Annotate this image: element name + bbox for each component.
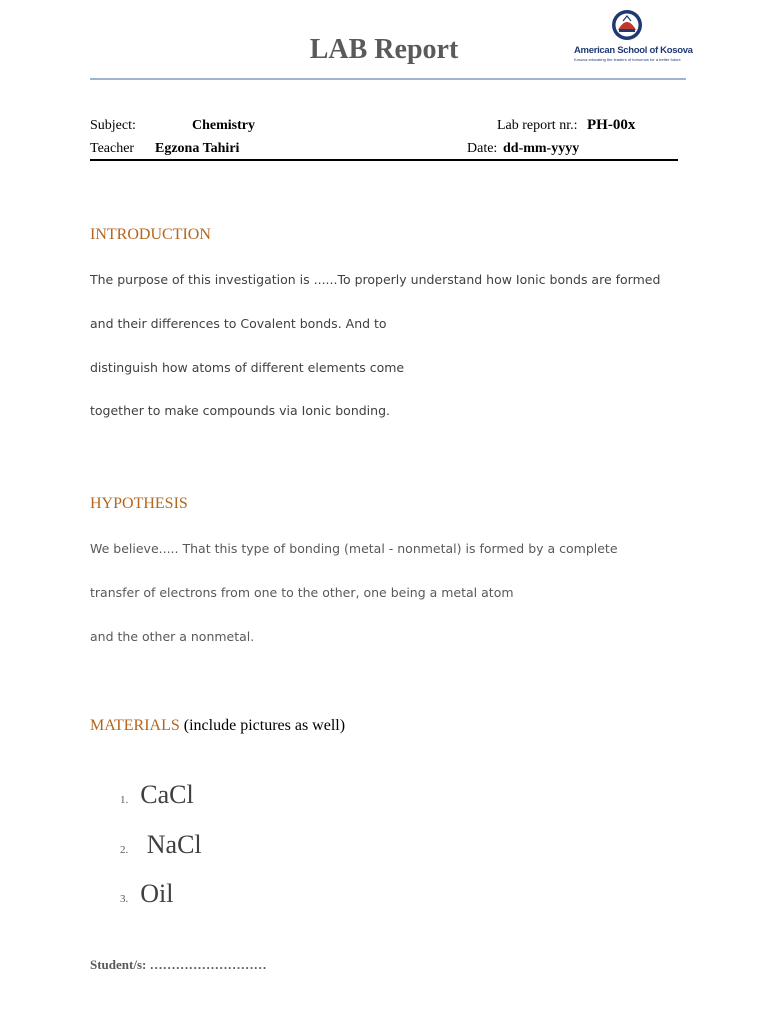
introduction-line: The purpose of this investigation is ......To properly understand how Ionic bonds are formed bbox=[90, 272, 661, 287]
materials-heading: MATERIALS bbox=[90, 717, 180, 734]
teacher-label: Teacher bbox=[90, 141, 135, 156]
subject-label: Subject: bbox=[90, 118, 136, 133]
introduction-line: and their differences to Covalent bonds. And to bbox=[90, 316, 387, 331]
students-line: Student/s: ……………………… bbox=[90, 957, 267, 972]
materials-heading-row bbox=[90, 717, 345, 735]
school-logo bbox=[574, 8, 693, 66]
hypothesis-heading: HYPOTHESIS bbox=[90, 495, 188, 512]
list-item-number: 3. bbox=[120, 893, 129, 905]
list-item bbox=[112, 861, 173, 909]
logo-tagline: Kosova educating the leaders of tomorrow for a better future bbox=[574, 57, 681, 62]
logo-school-name: American School of Kosova bbox=[574, 45, 693, 56]
report-number-label: Lab report nr.: bbox=[497, 118, 578, 133]
introduction-line: together to make compounds via Ionic bonding. bbox=[90, 403, 390, 418]
list-item-text: NaCl bbox=[140, 830, 202, 859]
page-title: LAB Report bbox=[309, 34, 459, 65]
list-item-text: CaCl bbox=[140, 780, 194, 809]
list-item-number: 2. bbox=[120, 844, 129, 856]
list-item bbox=[112, 812, 202, 860]
list-item-number: 1. bbox=[120, 794, 129, 806]
subject-value: Chemistry bbox=[192, 118, 255, 133]
hypothesis-line: transfer of electrons from one to the other, one being a metal atom bbox=[90, 585, 514, 600]
header-divider bbox=[90, 159, 678, 161]
introduction-line: distinguish how atoms of different elements come bbox=[90, 360, 405, 375]
list-item-text: Oil bbox=[140, 879, 174, 908]
hypothesis-line: and the other a nonmetal. bbox=[90, 629, 255, 644]
report-number-value: PH-00x bbox=[587, 117, 636, 133]
list-item bbox=[112, 762, 194, 810]
school-crest-icon bbox=[574, 8, 680, 44]
date-value: dd-mm-yyyy bbox=[503, 141, 580, 156]
title-divider bbox=[90, 78, 686, 80]
hypothesis-line: We believe..... That this type of bonding (metal - nonmetal) is formed by a complete bbox=[90, 541, 618, 556]
date-label: Date: bbox=[467, 141, 498, 156]
introduction-heading: INTRODUCTION bbox=[90, 226, 211, 243]
materials-note: (include pictures as well) bbox=[183, 717, 346, 734]
teacher-value: Egzona Tahiri bbox=[155, 141, 240, 156]
